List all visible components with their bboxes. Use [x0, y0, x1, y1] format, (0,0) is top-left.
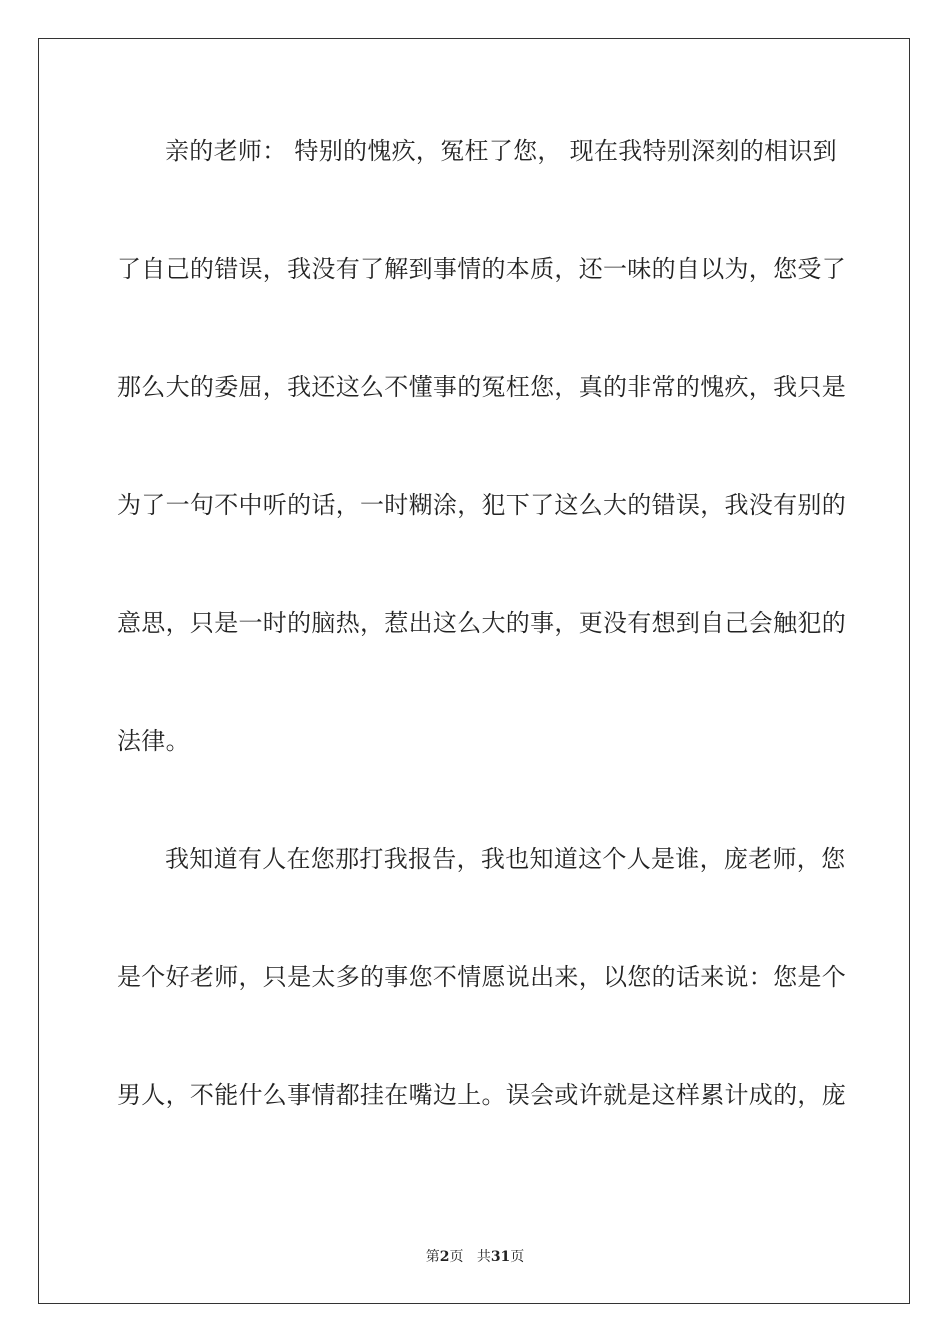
paragraph-2-line-1: 我知道有人在您那打我报告，我也知道这个人是谁，庞老师，您 — [165, 845, 846, 873]
paragraph-1-line-3: 那么大的委屈，我还这么不懂事的冤枉您，真的非常的愧疚，我只是 — [117, 373, 846, 401]
page-prefix: 第 — [425, 1249, 440, 1265]
total-pages-number: 31 — [490, 1249, 511, 1265]
paragraph-1-line-5: 意思，只是一时的脑热，惹出这么大的事，更没有想到自己会触犯的 — [117, 609, 846, 637]
paragraph-1-line-4: 为了一句不中听的话，一时糊涂，犯下了这么大的错误，我没有别的 — [117, 491, 846, 519]
current-page-number: 2 — [439, 1249, 450, 1265]
paragraph-1-line-2: 了自己的错误，我没有了解到事情的本质，还一味的自以为，您受了 — [117, 255, 846, 283]
page-suffix: 页 — [449, 1249, 464, 1265]
total-suffix: 页 — [510, 1249, 525, 1265]
paragraph-2-line-2: 是个好老师，只是太多的事您不情愿说出来，以您的话来说：您是个 — [117, 963, 846, 991]
paragraph-1-line-1: 亲的老师： 特别的愧疚，冤枉了您， 现在我特别深刻的相识到 — [165, 137, 837, 165]
page-border — [38, 38, 910, 1304]
page-footer — [0, 1248, 950, 1266]
paragraph-2-line-3: 男人，不能什么事情都挂在嘴边上。误会或许就是这样累计成的，庞 — [117, 1081, 846, 1109]
paragraph-1-line-6: 法律。 — [117, 727, 190, 755]
total-prefix: 共 — [476, 1249, 491, 1265]
